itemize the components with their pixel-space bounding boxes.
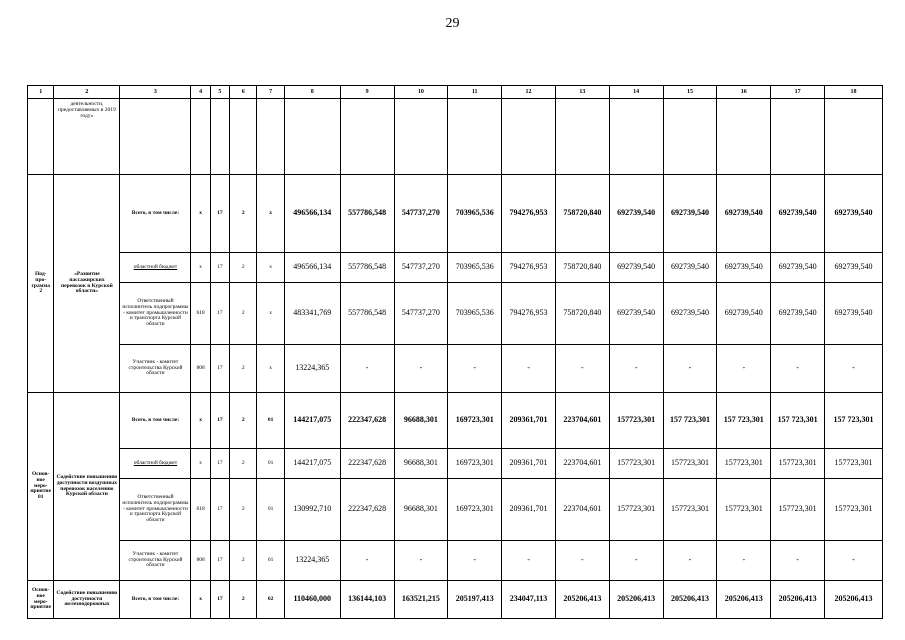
code-cell: 02 [257,581,284,619]
code-cell: 01 [257,393,284,449]
column-header: 18 [825,86,883,99]
amount-cell: 157723,301 [825,449,883,479]
amount-cell: 692739,540 [609,175,663,253]
code-cell: x [257,253,284,283]
amount-cell: 223704,601 [555,393,609,449]
amount-cell: 169723,301 [448,479,502,541]
amount-cell: 13224,365 [284,345,340,393]
amount-cell: 205197,413 [448,581,502,619]
code-cell: 17 [210,581,229,619]
amount-cell: - [717,541,771,581]
amount-cell: 130992,710 [284,479,340,541]
amount-cell: 96688,301 [394,393,448,449]
amount-cell: 169723,301 [448,449,502,479]
column-header: 16 [717,86,771,99]
code-cell: 17 [210,345,229,393]
code-cell: 17 [210,541,229,581]
code-cell: x [191,253,210,283]
amount-cell: 205206,413 [825,581,883,619]
code-cell: 17 [210,479,229,541]
amount-cell: 209361,701 [502,449,556,479]
table-row [28,345,883,393]
empty-cell [284,99,340,175]
amount-cell: 692739,540 [663,253,717,283]
amount-cell: 222347,628 [340,449,394,479]
amount-cell: 96688,301 [394,449,448,479]
code-cell: x [191,175,210,253]
empty-cell [502,99,556,175]
column-header: 11 [448,86,502,99]
code-cell: 618 [191,283,210,345]
code-cell: x [191,581,210,619]
table-row [28,479,883,541]
amount-cell: 209361,701 [502,479,556,541]
amount-cell: - [448,345,502,393]
column-header: 13 [555,86,609,99]
amount-cell: 703965,536 [448,283,502,345]
amount-cell: - [663,541,717,581]
column-header: 17 [771,86,825,99]
empty-cell [120,99,191,175]
code-cell: 2 [230,541,257,581]
amount-cell: - [717,345,771,393]
amount-cell: 692739,540 [825,283,883,345]
amount-cell: - [340,541,394,581]
code-cell: x [257,345,284,393]
amount-cell: 163521,215 [394,581,448,619]
column-header: 7 [257,86,284,99]
source-label-cell [120,175,191,253]
program-code-cell: Основ-ное меро-приятие 01 [28,393,54,581]
amount-cell: 794276,953 [502,283,556,345]
code-cell: 2 [230,253,257,283]
empty-cell [28,99,54,175]
amount-cell: 692739,540 [717,283,771,345]
amount-cell: 692739,540 [663,283,717,345]
empty-cell [555,99,609,175]
amount-cell: 157 723,301 [663,393,717,449]
amount-cell: 547737,270 [394,253,448,283]
source-label-cell [120,253,191,283]
column-header: 2 [54,86,120,99]
amount-cell: 136144,103 [340,581,394,619]
table-row [28,175,883,253]
column-header: 9 [340,86,394,99]
amount-cell: 692739,540 [771,283,825,345]
source-label: Участник - комитет строительства Курской области [128,358,183,377]
amount-cell: 692739,540 [825,253,883,283]
amount-cell: 157723,301 [609,393,663,449]
amount-cell: 758720,840 [555,283,609,345]
amount-cell: 157723,301 [663,449,717,479]
amount-cell: - [394,345,448,393]
program-code-cell: Основ-ное меро-приятие [28,581,54,619]
column-header: 12 [502,86,556,99]
source-label-cell [120,541,191,581]
code-cell: 17 [210,393,229,449]
code-cell: 618 [191,479,210,541]
code-cell: 808 [191,541,210,581]
empty-cell [191,99,210,175]
continuation-text: деятельности, предоставляемых в 2019 году» [54,99,120,175]
continuation-row [28,99,883,175]
code-cell: 01 [257,541,284,581]
amount-cell: - [394,541,448,581]
column-header: 5 [210,86,229,99]
amount-cell: 703965,536 [448,175,502,253]
source-label: областной бюджет [133,459,178,466]
amount-cell: 157723,301 [717,479,771,541]
amount-cell: 157 723,301 [771,393,825,449]
code-cell: 17 [210,283,229,345]
amount-cell: 496566,134 [284,253,340,283]
source-label-cell [120,479,191,541]
empty-cell [257,99,284,175]
amount-cell: - [448,541,502,581]
amount-cell: 692739,540 [825,175,883,253]
code-cell: x [191,449,210,479]
page-number: 29 [445,16,460,31]
amount-cell: - [555,541,609,581]
code-cell: 17 [210,449,229,479]
amount-cell: 144217,075 [284,393,340,449]
amount-cell: - [825,541,883,581]
table-row [28,283,883,345]
amount-cell: 692739,540 [717,253,771,283]
program-name-cell: Содействие повышению доступности воздушных перевозок населению Курской области [54,393,120,581]
table-row [28,541,883,581]
amount-cell: - [502,345,556,393]
code-cell: 2 [230,283,257,345]
amount-cell: 692739,540 [771,175,825,253]
amount-cell: 169723,301 [448,393,502,449]
table-row [28,393,883,449]
amount-cell: 758720,840 [555,253,609,283]
code-cell: 2 [230,175,257,253]
source-label: областной бюджет [133,263,178,270]
header-row [28,86,883,99]
empty-cell [394,99,448,175]
amount-cell: 222347,628 [340,393,394,449]
column-header: 15 [663,86,717,99]
code-cell: 17 [210,253,229,283]
source-label: Участник - комитет строительства Курской области [128,550,183,569]
budget-table [27,85,883,619]
amount-cell: 692739,540 [717,175,771,253]
amount-cell: 222347,628 [340,479,394,541]
amount-cell: - [502,541,556,581]
code-cell: x [257,175,284,253]
source-label: Всего, в том числе: [131,416,180,423]
source-label-cell [120,283,191,345]
column-header: 6 [230,86,257,99]
amount-cell: 157723,301 [609,479,663,541]
amount-cell: 223704,601 [555,479,609,541]
code-cell: 2 [230,581,257,619]
amount-cell: 496566,134 [284,175,340,253]
amount-cell: 144217,075 [284,449,340,479]
code-cell: x [191,393,210,449]
empty-cell [663,99,717,175]
amount-cell: 692739,540 [609,283,663,345]
empty-cell [210,99,229,175]
amount-cell: - [663,345,717,393]
code-cell: 2 [230,393,257,449]
code-cell: 2 [230,449,257,479]
code-cell: 808 [191,345,210,393]
amount-cell: 703965,536 [448,253,502,283]
amount-cell: 209361,701 [502,393,556,449]
code-cell: 2 [230,479,257,541]
amount-cell: 794276,953 [502,253,556,283]
amount-cell: 157723,301 [609,449,663,479]
code-cell: 01 [257,479,284,541]
amount-cell: 223704,601 [555,449,609,479]
source-label: Всего, в том числе: [131,595,180,602]
program-name-cell: «Развитие пассажирских перевозок в Курской области» [54,175,120,393]
amount-cell: 157723,301 [771,449,825,479]
amount-cell: 692739,540 [771,253,825,283]
empty-cell [771,99,825,175]
amount-cell: - [340,345,394,393]
amount-cell: - [771,541,825,581]
amount-cell: 205206,413 [663,581,717,619]
amount-cell: 692739,540 [609,253,663,283]
amount-cell: 157723,301 [771,479,825,541]
table-row [28,449,883,479]
amount-cell: 157 723,301 [825,393,883,449]
source-label-cell [120,449,191,479]
amount-cell: 205206,413 [771,581,825,619]
amount-cell: 110460,000 [284,581,340,619]
source-label-cell [120,393,191,449]
program-code-cell: Под-про-грамма 2 [28,175,54,393]
column-header: 3 [120,86,191,99]
amount-cell: 557786,548 [340,253,394,283]
amount-cell: 13224,365 [284,541,340,581]
amount-cell: 205206,413 [717,581,771,619]
table-row [28,253,883,283]
source-label: Всего, в том числе: [131,209,180,216]
column-header: 4 [191,86,210,99]
column-header: 14 [609,86,663,99]
amount-cell: 205206,413 [555,581,609,619]
amount-cell: - [771,345,825,393]
empty-cell [717,99,771,175]
empty-cell [609,99,663,175]
amount-cell: - [609,345,663,393]
amount-cell: - [825,345,883,393]
code-cell: 17 [210,175,229,253]
empty-cell [448,99,502,175]
column-header: 1 [28,86,54,99]
table-row [28,581,883,619]
amount-cell: 547737,270 [394,283,448,345]
code-cell: x [257,283,284,345]
amount-cell: 157723,301 [717,449,771,479]
amount-cell: 96688,301 [394,479,448,541]
amount-cell: 758720,840 [555,175,609,253]
empty-cell [825,99,883,175]
amount-cell: - [555,345,609,393]
amount-cell: 157723,301 [663,479,717,541]
source-label: Ответственный исполнитель подпрограммы - комитет промышленности и транспорта Курской области [122,298,189,328]
column-header: 8 [284,86,340,99]
amount-cell: 692739,540 [663,175,717,253]
code-cell: 01 [257,449,284,479]
amount-cell: - [609,541,663,581]
empty-cell [340,99,394,175]
code-cell: 2 [230,345,257,393]
column-header: 10 [394,86,448,99]
source-label-cell [120,345,191,393]
amount-cell: 557786,548 [340,283,394,345]
source-label: Ответственный исполнитель подпрограммы - комитет промышленности и транспорта Курской области [122,494,189,524]
amount-cell: 205206,413 [609,581,663,619]
amount-cell: 483341,769 [284,283,340,345]
amount-cell: 557786,548 [340,175,394,253]
amount-cell: 794276,953 [502,175,556,253]
amount-cell: 157 723,301 [717,393,771,449]
program-name-cell: Содействие повышению доступности железнодорожных [54,581,120,619]
amount-cell: 157723,301 [825,479,883,541]
amount-cell: 234047,113 [502,581,556,619]
amount-cell: 547737,270 [394,175,448,253]
source-label-cell [120,581,191,619]
empty-cell [230,99,257,175]
